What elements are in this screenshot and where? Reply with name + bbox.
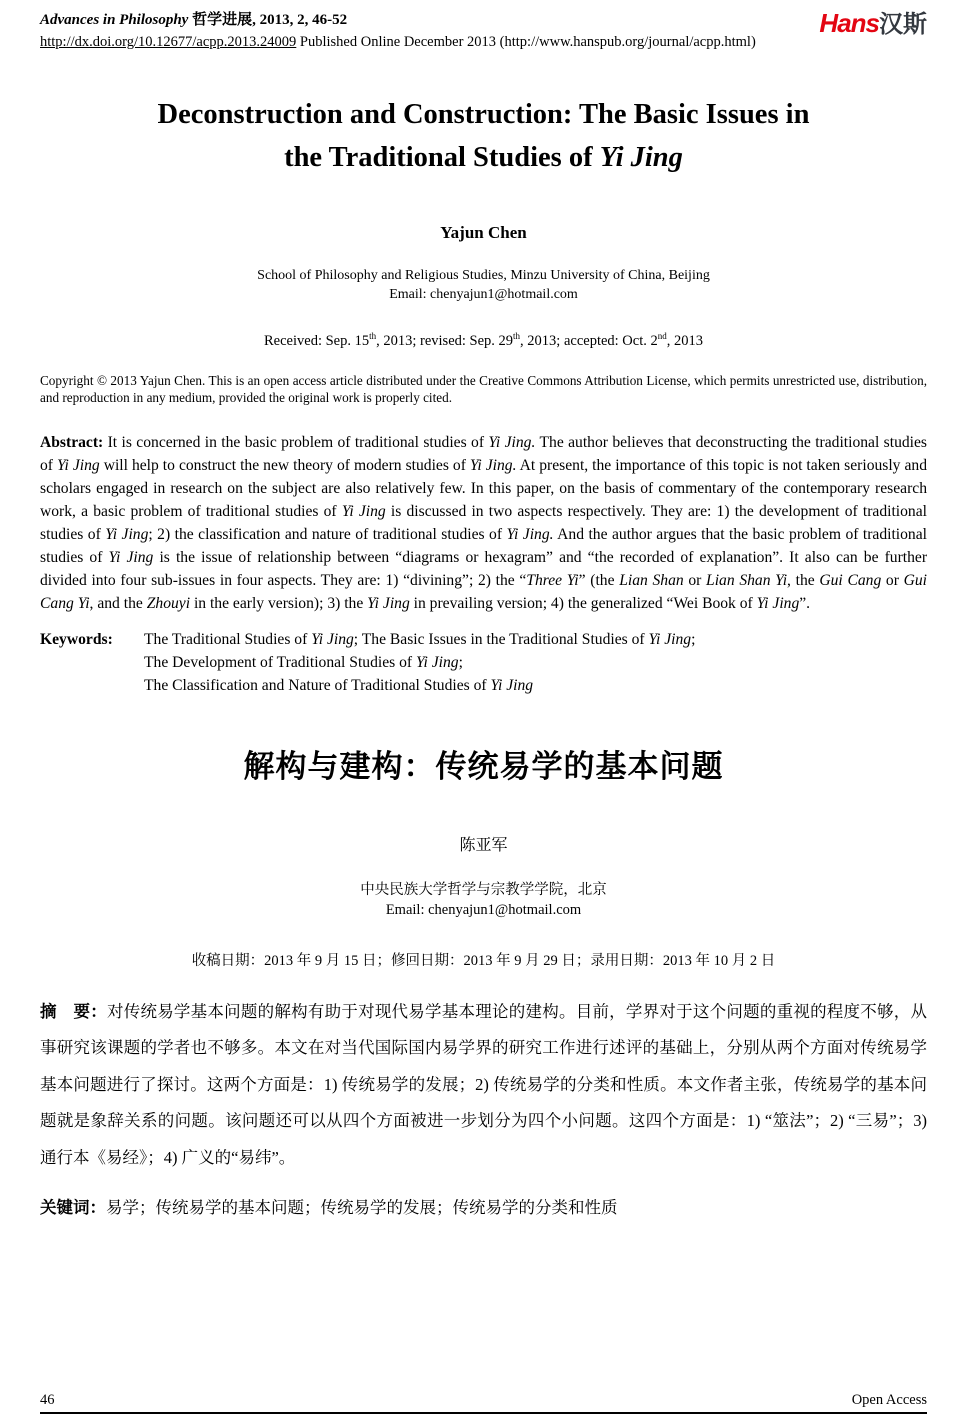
chinese-abstract-paragraph [40,994,927,1177]
affiliation-block [40,266,927,304]
page-footer [40,1392,927,1414]
chinese-keywords-block [40,1190,927,1227]
chinese-keywords-text: 易学；传统易学的基本问题；传统易学的发展；传统易学的分类和性质 [106,1198,618,1218]
page-number: 46 [40,1392,55,1408]
paper-title-line2: the Traditional Studies of Yi Jing [284,142,683,173]
journal-title: Advances in Philosophy [40,12,189,28]
hans-publisher-logo [819,8,927,37]
paper-title-line1: Deconstruction and Construction: The Basic Issues in [157,99,810,130]
keyword-line: The Development of Traditional Studies of Yi Jing; [144,653,463,671]
logo-chinese-text: 汉斯 [879,11,927,38]
chinese-affiliation-text: 中央民族大学哲学与宗教学学院，北京 [360,881,607,898]
author-name: Yajun Chen [440,223,527,242]
doi-link[interactable]: http://dx.doi.org/10.12677/acpp.2013.24009 [40,34,297,50]
author-email: Email: chenyajun1@hotmail.com [389,287,578,302]
keyword-line: The Traditional Studies of Yi Jing; The Basic Issues in the Traditional Studies of Yi Jing; [144,630,696,648]
chinese-abstract-label: 摘 要： [40,1001,107,1021]
doi-line [40,34,756,51]
journal-citation: 哲学进展, 2013, 2, 46-52 [188,12,348,28]
copyright-notice: Copyright © 2013 Yajun Chen. This is an open access article distributed under the Creative Commons Attribution License, which permits unrestricted use, distribution, and reproduction in any medium, provided the original work is properly cited. [40,372,927,406]
logo-hans-text: Hans [819,8,879,38]
open-access-label: Open Access [851,1392,927,1408]
journal-info [40,8,756,51]
chinese-affiliation-block [40,880,927,920]
chinese-received-dates: 收稿日期：2013 年 9 月 15 日；修回日期：2013 年 9 月 29 日；录用日期：2013 年 10 月 2 日 [191,952,776,969]
abstract-paragraph: Abstract: It is concerned in the basic problem of traditional studies of Yi Jing. The author believes that deconstructing the traditional studies of Yi Jing will help to construct the new theory of modern studies of Yi Jing. At present, the importance of this topic is not taken seriously and scholars engaged in research on the subject are also relatively few. In this paper, on the basis of commentary of the contemporary research work, a basic problem of traditional studies of Yi Jing is discussed in two aspects respectively. They are: 1) the development of traditional studies of Yi Jing; 2) the classification and nature of traditional studies of Yi Jing. And the author argues that the basic problem of traditional studies of Yi Jing is the issue of relationship between “diagrams or hexagram” and “the recorded of explanation”. It also can be further divided into four sub-issues in four aspects. They are: 1) “divining”; 2) the “Three Yi” (the Lian Shan or Lian Shan Yi, the Gui Cang or Gui Cang Yi, and the Zhouyi in the early version); 3) the Yi Jing in prevailing version; 4) the generalized “Wei Book of Yi Jing”. [40,433,928,612]
keywords-block [40,628,927,697]
affiliation-text: School of Philosophy and Religious Studies, Minzu University of China, Beijing [257,268,710,283]
chinese-keywords-label: 关键词： [40,1198,106,1218]
received-dates: Received: Sep. 15th, 2013; revised: Sep. 29th, 2013; accepted: Oct. 2nd, 2013 [264,331,703,349]
chinese-abstract-text: 对传统易学基本问题的解构有助于对现代易学基本理论的建构。目前，学界对于这个问题的重视的程度不够，从事研究该课题的学者也不够多。本文在对当代国际国内易学界的研究工作进行述评的基础上，分别从两个方面对传统易学基本问题进行了探讨。这两个方面是：1) 传统易学的发展；2) 传统易学的分类和性质。本文作者主张，传统易学的基本问题就是象辞关系的问题。该问题还可以从四个方面被进一步划分为四个小问题。这四个方面是：1) “筮法”；2) “三易”；3) 通行本《易经》；4) 广义的“易纬”。 [40,1001,928,1167]
keywords-label: Keywords: [40,630,113,648]
keyword-line: The Classification and Nature of Traditional Studies of Yi Jing [144,676,534,694]
journal-citation-line [40,8,756,29]
published-online-text: Published Online December 2013 (http://www.hanspub.org/journal/acpp.html) [296,34,756,50]
chinese-author-email: Email: chenyajun1@hotmail.com [385,901,582,918]
journal-header [40,8,927,51]
chinese-author-name: 陈亚军 [459,836,508,854]
chinese-title: 解构与建构：传统易学的基本问题 [243,748,724,784]
paper-title [40,93,927,179]
